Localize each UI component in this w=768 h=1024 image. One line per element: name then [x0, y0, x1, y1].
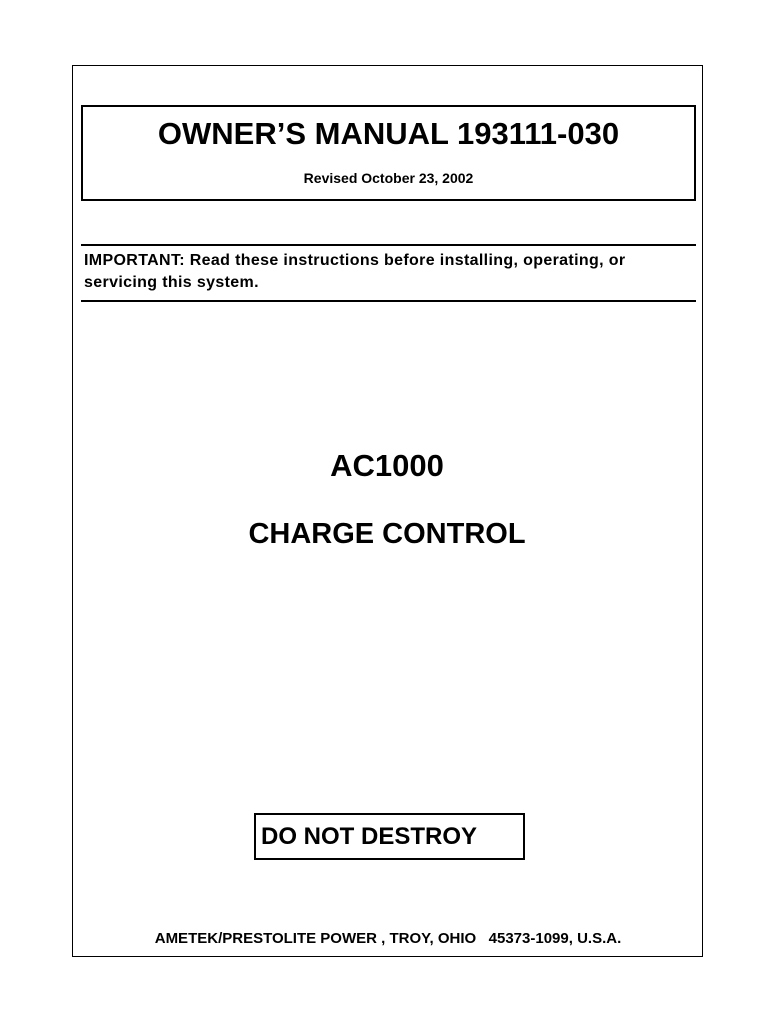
- important-notice: [81, 244, 696, 302]
- product-name: CHARGE CONTROL: [248, 518, 526, 550]
- manual-title: OWNER’S MANUAL 193111-030: [157, 116, 620, 151]
- do-not-destroy-box: DO NOT DESTROY: [254, 813, 525, 860]
- company-address: AMETEK/PRESTOLITE POWER , TROY, OHIO 45373-1099, U.S.A.: [154, 930, 622, 947]
- title-box: [81, 105, 696, 201]
- revision-date: Revised October 23, 2002: [303, 170, 474, 186]
- important-notice-text: IMPORTANT: Read these instructions before installing, operating, or servicing this system.: [84, 252, 626, 291]
- product-model: AC1000: [330, 448, 444, 483]
